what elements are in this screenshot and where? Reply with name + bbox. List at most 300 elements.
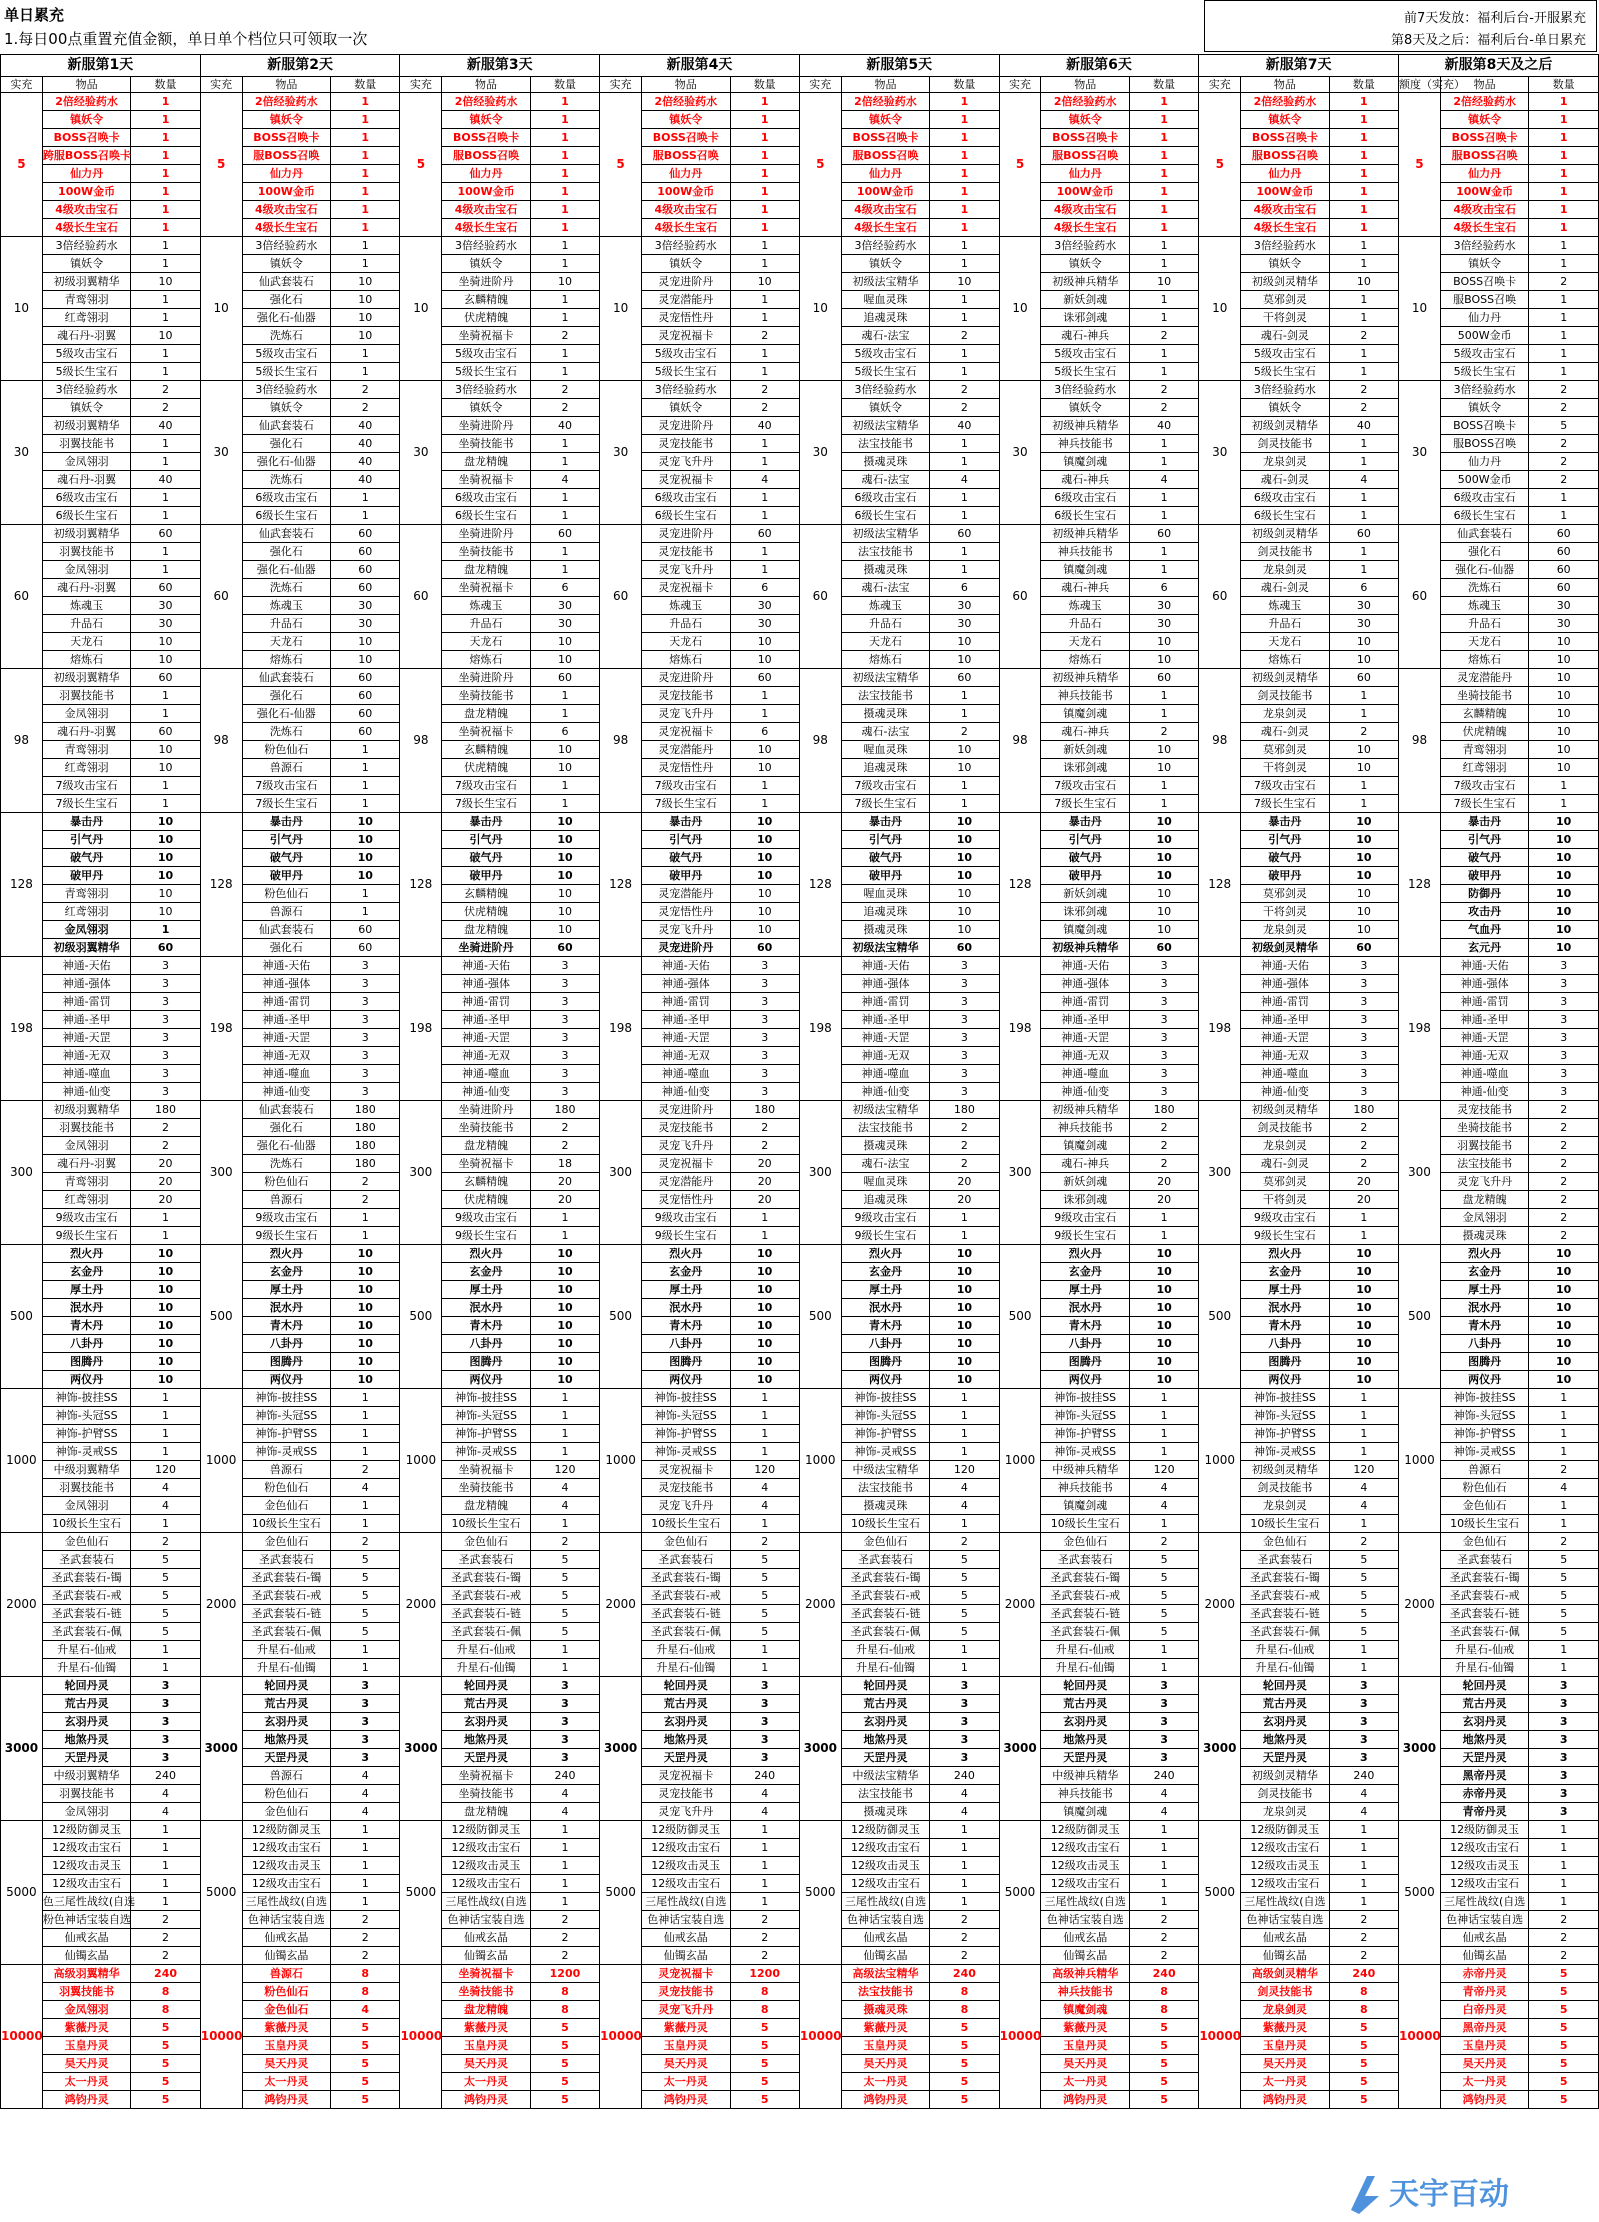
item-quantity: 2: [730, 1119, 799, 1137]
tier-amount: 1000: [999, 1389, 1041, 1533]
item-quantity: 2: [1529, 1191, 1599, 1209]
item-quantity: 3: [1529, 1803, 1599, 1821]
item-quantity: 3: [331, 1749, 400, 1767]
item-quantity: 10: [331, 1299, 400, 1317]
item-name: BOSS召唤卡: [1041, 129, 1130, 147]
item-quantity: 5: [1529, 1551, 1599, 1569]
item-name: 10级长生宝石: [642, 1515, 731, 1533]
item-name: 泯水丹: [1241, 1299, 1330, 1317]
tier-amount: 300: [1, 1101, 43, 1245]
item-name: 3倍经验药水: [1440, 381, 1529, 399]
item-name: 初级羽翼精华: [42, 273, 131, 291]
item-name: 初级剑灵精华: [1241, 939, 1330, 957]
item-quantity: 1: [331, 255, 400, 273]
item-name: 玄羽丹灵: [841, 1713, 930, 1731]
tier-amount: 128: [1399, 813, 1441, 957]
item-name: 500W金币: [1440, 471, 1529, 489]
item-name: 灵宠飞升丹: [642, 453, 731, 471]
item-name: 喔血灵珠: [841, 741, 930, 759]
item-name: 剑灵技能书: [1241, 1785, 1330, 1803]
item-quantity: 1: [1129, 1209, 1198, 1227]
item-quantity: 3: [530, 993, 599, 1011]
item-name: 圣武套装石-镯: [442, 1569, 531, 1587]
item-quantity: 2: [131, 399, 200, 417]
item-name: 法宝技能书: [841, 1119, 930, 1137]
item-quantity: 20: [1129, 1191, 1198, 1209]
item-name: 金凤翎羽: [42, 1497, 131, 1515]
item-name: 羽翼技能书: [42, 1785, 131, 1803]
item-name: 2倍经验药水: [1440, 93, 1529, 111]
item-name: 图腾丹: [442, 1353, 531, 1371]
item-quantity: 5: [1329, 1551, 1398, 1569]
item-name: 镇魔剑魂: [1041, 1497, 1130, 1515]
item-quantity: 3: [730, 1677, 799, 1695]
item-name: 9级长生宝石: [42, 1227, 131, 1245]
item-name: 神饰-护臂SS: [841, 1425, 930, 1443]
item-name: 镇妖令: [242, 399, 331, 417]
tier-amount: 5: [1, 93, 43, 237]
item-name: 强化石-仙器: [242, 453, 331, 471]
item-quantity: 2: [331, 381, 400, 399]
item-quantity: 2: [331, 1947, 400, 1965]
item-quantity: 40: [331, 417, 400, 435]
tier-amount: 1000: [1199, 1389, 1241, 1533]
item-quantity: 1: [131, 93, 200, 111]
item-name: 10级长生宝石: [42, 1515, 131, 1533]
table-row: [1, 237, 1599, 255]
item-quantity: 4: [530, 1497, 599, 1515]
item-name: BOSS召唤卡: [42, 129, 131, 147]
item-name: 色神话宝装自选: [1041, 1911, 1130, 1929]
item-quantity: 1: [730, 777, 799, 795]
item-quantity: 1: [131, 1443, 200, 1461]
item-quantity: 2: [1529, 1101, 1599, 1119]
item-quantity: 1: [1329, 255, 1398, 273]
item-name: 泯水丹: [841, 1299, 930, 1317]
item-name: 莫邪剑灵: [1241, 1173, 1330, 1191]
item-name: 12级攻击宝石: [1041, 1839, 1130, 1857]
item-quantity: 10: [1529, 669, 1599, 687]
item-quantity: 2: [1129, 1119, 1198, 1137]
item-quantity: 2: [1129, 1947, 1198, 1965]
item-quantity: 1: [131, 183, 200, 201]
item-quantity: 2: [331, 1929, 400, 1947]
item-quantity: 1: [530, 291, 599, 309]
item-name: 伏虎精魄: [442, 309, 531, 327]
item-name: 3倍经验药水: [1241, 237, 1330, 255]
item-quantity: 10: [1129, 1299, 1198, 1317]
item-quantity: 60: [730, 525, 799, 543]
item-name: 镇妖令: [841, 399, 930, 417]
item-name: 12级攻击宝石: [1241, 1875, 1330, 1893]
item-quantity: 10: [530, 1353, 599, 1371]
item-quantity: 5: [930, 2091, 999, 2109]
note-line-2: 第8天及之后：福利后台-单日累充: [1391, 33, 1586, 48]
item-quantity: 1: [530, 1641, 599, 1659]
item-quantity: 60: [331, 669, 400, 687]
item-name: 9级攻击宝石: [1041, 1209, 1130, 1227]
item-quantity: 10: [1329, 831, 1398, 849]
item-quantity: 1: [1129, 219, 1198, 237]
item-name: 厚土丹: [642, 1281, 731, 1299]
item-name: 青木丹: [442, 1317, 531, 1335]
item-quantity: 10: [1529, 651, 1599, 669]
item-name: 3倍经验药水: [1440, 237, 1529, 255]
item-name: 剑灵技能书: [1241, 1479, 1330, 1497]
item-name: 灵宠技能书: [642, 687, 731, 705]
item-quantity: 1: [730, 345, 799, 363]
item-quantity: 10: [331, 651, 400, 669]
tier-amount: 1000: [799, 1389, 841, 1533]
item-name: 黑帝丹灵: [1440, 1767, 1529, 1785]
item-quantity: 5: [530, 2073, 599, 2091]
item-quantity: 3: [1329, 1011, 1398, 1029]
item-name: 神通-仙变: [442, 1083, 531, 1101]
item-name: 熔炼石: [442, 651, 531, 669]
tier-amount: 98: [799, 669, 841, 813]
item-quantity: 1: [730, 93, 799, 111]
item-name: 10级长生宝石: [442, 1515, 531, 1533]
item-quantity: 1: [1329, 1425, 1398, 1443]
column-header: 物品: [642, 77, 731, 93]
tier-amount: 500: [200, 1245, 242, 1389]
item-name: 坐骑技能书: [442, 1983, 531, 2001]
item-name: 神通-雷罚: [1440, 993, 1529, 1011]
item-quantity: 1: [530, 309, 599, 327]
item-name: 青鸾翎羽: [42, 1173, 131, 1191]
item-name: 升星石-仙戒: [642, 1641, 731, 1659]
item-quantity: 10: [1529, 1317, 1599, 1335]
item-quantity: 1: [1529, 1821, 1599, 1839]
item-quantity: 1: [1529, 129, 1599, 147]
item-name: 粉色仙石: [242, 1785, 331, 1803]
column-header: 数量: [1329, 77, 1398, 93]
item-name: 破气丹: [242, 849, 331, 867]
item-quantity: 1: [930, 489, 999, 507]
item-quantity: 10: [530, 1317, 599, 1335]
item-quantity: 2: [930, 1947, 999, 1965]
item-quantity: 2: [730, 1137, 799, 1155]
column-header: 实充: [1, 77, 43, 93]
item-name: 伏虎精魄: [442, 759, 531, 777]
item-quantity: 1: [1529, 1389, 1599, 1407]
item-quantity: 1: [730, 1227, 799, 1245]
item-name: 荒古丹灵: [242, 1695, 331, 1713]
item-name: 羽翼技能书: [42, 1479, 131, 1497]
item-name: 7级长生宝石: [42, 795, 131, 813]
item-quantity: 5: [331, 1587, 400, 1605]
item-name: 10级长生宝石: [841, 1515, 930, 1533]
item-name: 烈火丹: [1241, 1245, 1330, 1263]
tier-amount: 2000: [1, 1533, 43, 1677]
column-header: 数量: [331, 77, 400, 93]
item-name: 12级攻击灵玉: [642, 1857, 731, 1875]
item-name: 龙泉剑灵: [1241, 453, 1330, 471]
item-quantity: 3: [1529, 975, 1599, 993]
item-quantity: 5: [331, 1569, 400, 1587]
item-quantity: 10: [730, 1245, 799, 1263]
item-quantity: 60: [131, 525, 200, 543]
item-quantity: 3: [730, 1011, 799, 1029]
item-name: 9级长生宝石: [442, 1227, 531, 1245]
item-name: 升星石-仙镯: [1041, 1659, 1130, 1677]
item-quantity: 1: [1129, 1227, 1198, 1245]
item-quantity: 10: [730, 1299, 799, 1317]
item-quantity: 3: [1129, 1677, 1198, 1695]
item-name: 圣武套装石-佩: [841, 1623, 930, 1641]
item-name: 兽源石: [242, 1461, 331, 1479]
item-name: 坐骑技能书: [1440, 1119, 1529, 1137]
item-name: 9级攻击宝石: [1241, 1209, 1330, 1227]
item-name: 神通-仙变: [841, 1083, 930, 1101]
item-quantity: 1: [131, 777, 200, 795]
item-quantity: 3: [331, 1713, 400, 1731]
item-quantity: 10: [1329, 1317, 1398, 1335]
item-name: 轮回丹灵: [841, 1677, 930, 1695]
item-quantity: 1: [530, 1875, 599, 1893]
item-quantity: 1: [331, 219, 400, 237]
item-quantity: 2: [730, 1533, 799, 1551]
item-name: 熔炼石: [642, 651, 731, 669]
item-name: 初级剑灵精华: [1241, 1767, 1330, 1785]
tier-amount: 300: [799, 1101, 841, 1245]
item-quantity: 3: [530, 1047, 599, 1065]
item-name: 青木丹: [242, 1317, 331, 1335]
item-quantity: 1: [331, 1641, 400, 1659]
item-quantity: 10: [1129, 273, 1198, 291]
item-quantity: 10: [730, 1281, 799, 1299]
item-quantity: 5: [1329, 2073, 1398, 2091]
item-name: 圣武套装石-戒: [242, 1587, 331, 1605]
item-quantity: 10: [530, 759, 599, 777]
item-name: 神通-噬血: [642, 1065, 731, 1083]
item-name: 紫薇丹灵: [642, 2019, 731, 2037]
item-quantity: 240: [1129, 1767, 1198, 1785]
item-name: 12级攻击宝石: [442, 1875, 531, 1893]
item-name: 神通-雷罚: [442, 993, 531, 1011]
item-quantity: 180: [930, 1101, 999, 1119]
item-name: 12级攻击宝石: [42, 1839, 131, 1857]
item-quantity: 1: [131, 309, 200, 327]
item-name: 烈火丹: [42, 1245, 131, 1263]
item-name: 12级攻击宝石: [1241, 1839, 1330, 1857]
item-quantity: 4: [1129, 1785, 1198, 1803]
item-name: 10级长生宝石: [242, 1515, 331, 1533]
item-name: 服BOSS召唤: [242, 147, 331, 165]
item-name: 粉色仙石: [242, 1479, 331, 1497]
item-quantity: 10: [331, 1245, 400, 1263]
item-quantity: 1: [530, 435, 599, 453]
item-quantity: 5: [530, 1569, 599, 1587]
item-name: 剑灵技能书: [1241, 435, 1330, 453]
item-quantity: 1: [930, 1407, 999, 1425]
item-quantity: 1: [1129, 561, 1198, 579]
item-quantity: 1: [1129, 1839, 1198, 1857]
item-quantity: 30: [530, 597, 599, 615]
item-quantity: 10: [1329, 1263, 1398, 1281]
item-name: 5级长生宝石: [242, 363, 331, 381]
item-quantity: 2: [530, 1533, 599, 1551]
item-name: 镇妖令: [1440, 255, 1529, 273]
item-name: 服BOSS召唤: [1440, 435, 1529, 453]
item-quantity: 1: [730, 1875, 799, 1893]
item-name: 圣武套装石: [841, 1551, 930, 1569]
item-name: 灵宠进阶丹: [642, 273, 731, 291]
item-quantity: 1: [1529, 327, 1599, 345]
item-quantity: 1: [530, 1515, 599, 1533]
item-name: 9级长生宝石: [642, 1227, 731, 1245]
column-header: 数量: [930, 77, 999, 93]
item-quantity: 1: [530, 543, 599, 561]
item-quantity: 1: [930, 165, 999, 183]
item-name: 魂石-神兵: [1041, 579, 1130, 597]
item-quantity: 1: [1529, 777, 1599, 795]
item-quantity: 10: [1529, 831, 1599, 849]
item-name: 3倍经验药水: [242, 237, 331, 255]
item-quantity: 1: [131, 453, 200, 471]
item-quantity: 3: [1529, 1065, 1599, 1083]
item-quantity: 1: [1529, 201, 1599, 219]
tier-amount: 3000: [600, 1677, 642, 1821]
item-name: 5级攻击宝石: [642, 345, 731, 363]
item-name: 2倍经验药水: [841, 93, 930, 111]
item-name: 升品石: [1241, 615, 1330, 633]
item-quantity: 10: [1129, 633, 1198, 651]
item-name: 神通-仙变: [642, 1083, 731, 1101]
item-name: 神通-天佑: [841, 957, 930, 975]
tier-amount: 10: [600, 237, 642, 381]
item-name: 神通-仙变: [1241, 1083, 1330, 1101]
item-quantity: 3: [1129, 1695, 1198, 1713]
item-name: BOSS召唤卡: [1241, 129, 1330, 147]
item-name: 强化石-仙器: [1440, 561, 1529, 579]
item-name: 魂石-法宝: [841, 579, 930, 597]
item-quantity: 1: [1329, 183, 1398, 201]
item-quantity: 10: [131, 741, 200, 759]
item-name: 魂石-神兵: [1041, 1155, 1130, 1173]
item-quantity: 10: [331, 1335, 400, 1353]
tier-amount: 128: [200, 813, 242, 957]
item-name: 9级长生宝石: [242, 1227, 331, 1245]
item-name: 7级攻击宝石: [242, 777, 331, 795]
item-name: 5级攻击宝石: [442, 345, 531, 363]
item-name: 仙镯玄晶: [1440, 1947, 1529, 1965]
item-quantity: 1: [530, 1839, 599, 1857]
item-quantity: 5: [331, 2055, 400, 2073]
item-quantity: 1: [1529, 147, 1599, 165]
item-quantity: 1: [1329, 543, 1398, 561]
item-quantity: 4: [930, 471, 999, 489]
item-name: 剑灵技能书: [1241, 687, 1330, 705]
item-quantity: 1: [1329, 111, 1398, 129]
item-quantity: 60: [331, 921, 400, 939]
item-name: 神饰-护臂SS: [42, 1425, 131, 1443]
item-quantity: 10: [1529, 741, 1599, 759]
item-name: 灵宠潜能丹: [642, 885, 731, 903]
item-name: 金凤翎羽: [42, 1803, 131, 1821]
item-name: 神通-仙变: [1440, 1083, 1529, 1101]
item-quantity: 10: [530, 1371, 599, 1389]
item-name: 仙戒玄晶: [1041, 1929, 1130, 1947]
table-row: [1, 93, 1599, 111]
item-quantity: 6: [930, 579, 999, 597]
item-quantity: 1: [1329, 1209, 1398, 1227]
item-quantity: 5: [1129, 1569, 1198, 1587]
item-quantity: 10: [1329, 1335, 1398, 1353]
item-name: 赤帝丹灵: [1440, 1785, 1529, 1803]
item-name: 强化石-仙器: [242, 309, 331, 327]
item-name: 强化石: [242, 687, 331, 705]
item-name: 盘龙精魄: [442, 2001, 531, 2019]
item-quantity: 240: [530, 1767, 599, 1785]
item-name: 法宝技能书: [841, 1479, 930, 1497]
item-quantity: 20: [730, 1173, 799, 1191]
item-quantity: 1: [1529, 363, 1599, 381]
item-name: 灵宠进阶丹: [642, 939, 731, 957]
tier-amount: 198: [1399, 957, 1441, 1101]
item-quantity: 3: [1329, 993, 1398, 1011]
tier-amount: 10000: [600, 1965, 642, 2109]
item-quantity: 5: [1129, 2091, 1198, 2109]
item-quantity: 40: [131, 417, 200, 435]
item-quantity: 3: [331, 993, 400, 1011]
item-name: 色神话宝装自选: [642, 1911, 731, 1929]
item-name: 剑灵技能书: [1241, 543, 1330, 561]
item-name: 神通-噬血: [1440, 1065, 1529, 1083]
item-name: 4级长生宝石: [242, 219, 331, 237]
item-name: 神通-天罡: [442, 1029, 531, 1047]
item-name: 地煞丹灵: [1041, 1731, 1130, 1749]
tier-amount: 10: [1199, 237, 1241, 381]
item-name: 神通-圣甲: [1041, 1011, 1130, 1029]
item-quantity: 1: [730, 255, 799, 273]
item-name: 喔血灵珠: [841, 1173, 930, 1191]
item-name: 玄金丹: [642, 1263, 731, 1281]
item-quantity: 3: [1129, 1047, 1198, 1065]
item-quantity: 1: [530, 1227, 599, 1245]
item-quantity: 4: [1329, 1479, 1398, 1497]
item-quantity: 1: [930, 237, 999, 255]
table-row: [1, 1677, 1599, 1695]
item-name: 神兵技能书: [1041, 687, 1130, 705]
item-name: 暴击丹: [442, 813, 531, 831]
item-name: 神饰-灵戒SS: [1241, 1443, 1330, 1461]
item-name: 盘龙精魄: [1440, 1191, 1529, 1209]
item-name: 强化石: [242, 291, 331, 309]
item-name: 玄金丹: [1241, 1263, 1330, 1281]
item-name: 两仪丹: [242, 1371, 331, 1389]
item-quantity: 60: [530, 939, 599, 957]
item-quantity: 30: [1129, 615, 1198, 633]
item-quantity: 1: [131, 1821, 200, 1839]
item-quantity: 3: [1329, 1047, 1398, 1065]
item-quantity: 18: [530, 1155, 599, 1173]
item-quantity: 1: [1529, 1875, 1599, 1893]
item-quantity: 5: [930, 1623, 999, 1641]
item-quantity: 1: [530, 255, 599, 273]
item-quantity: 1: [331, 1407, 400, 1425]
item-quantity: 20: [730, 1191, 799, 1209]
item-name: 神饰-头冠SS: [242, 1407, 331, 1425]
item-quantity: 1: [1129, 165, 1198, 183]
item-quantity: 60: [131, 669, 200, 687]
item-name: 神饰-披挂SS: [442, 1389, 531, 1407]
item-name: 10级长生宝石: [1041, 1515, 1130, 1533]
item-name: 龙泉剑灵: [1241, 921, 1330, 939]
item-quantity: 1: [930, 93, 999, 111]
tier-amount: 300: [1199, 1101, 1241, 1245]
item-quantity: 3: [930, 1083, 999, 1101]
